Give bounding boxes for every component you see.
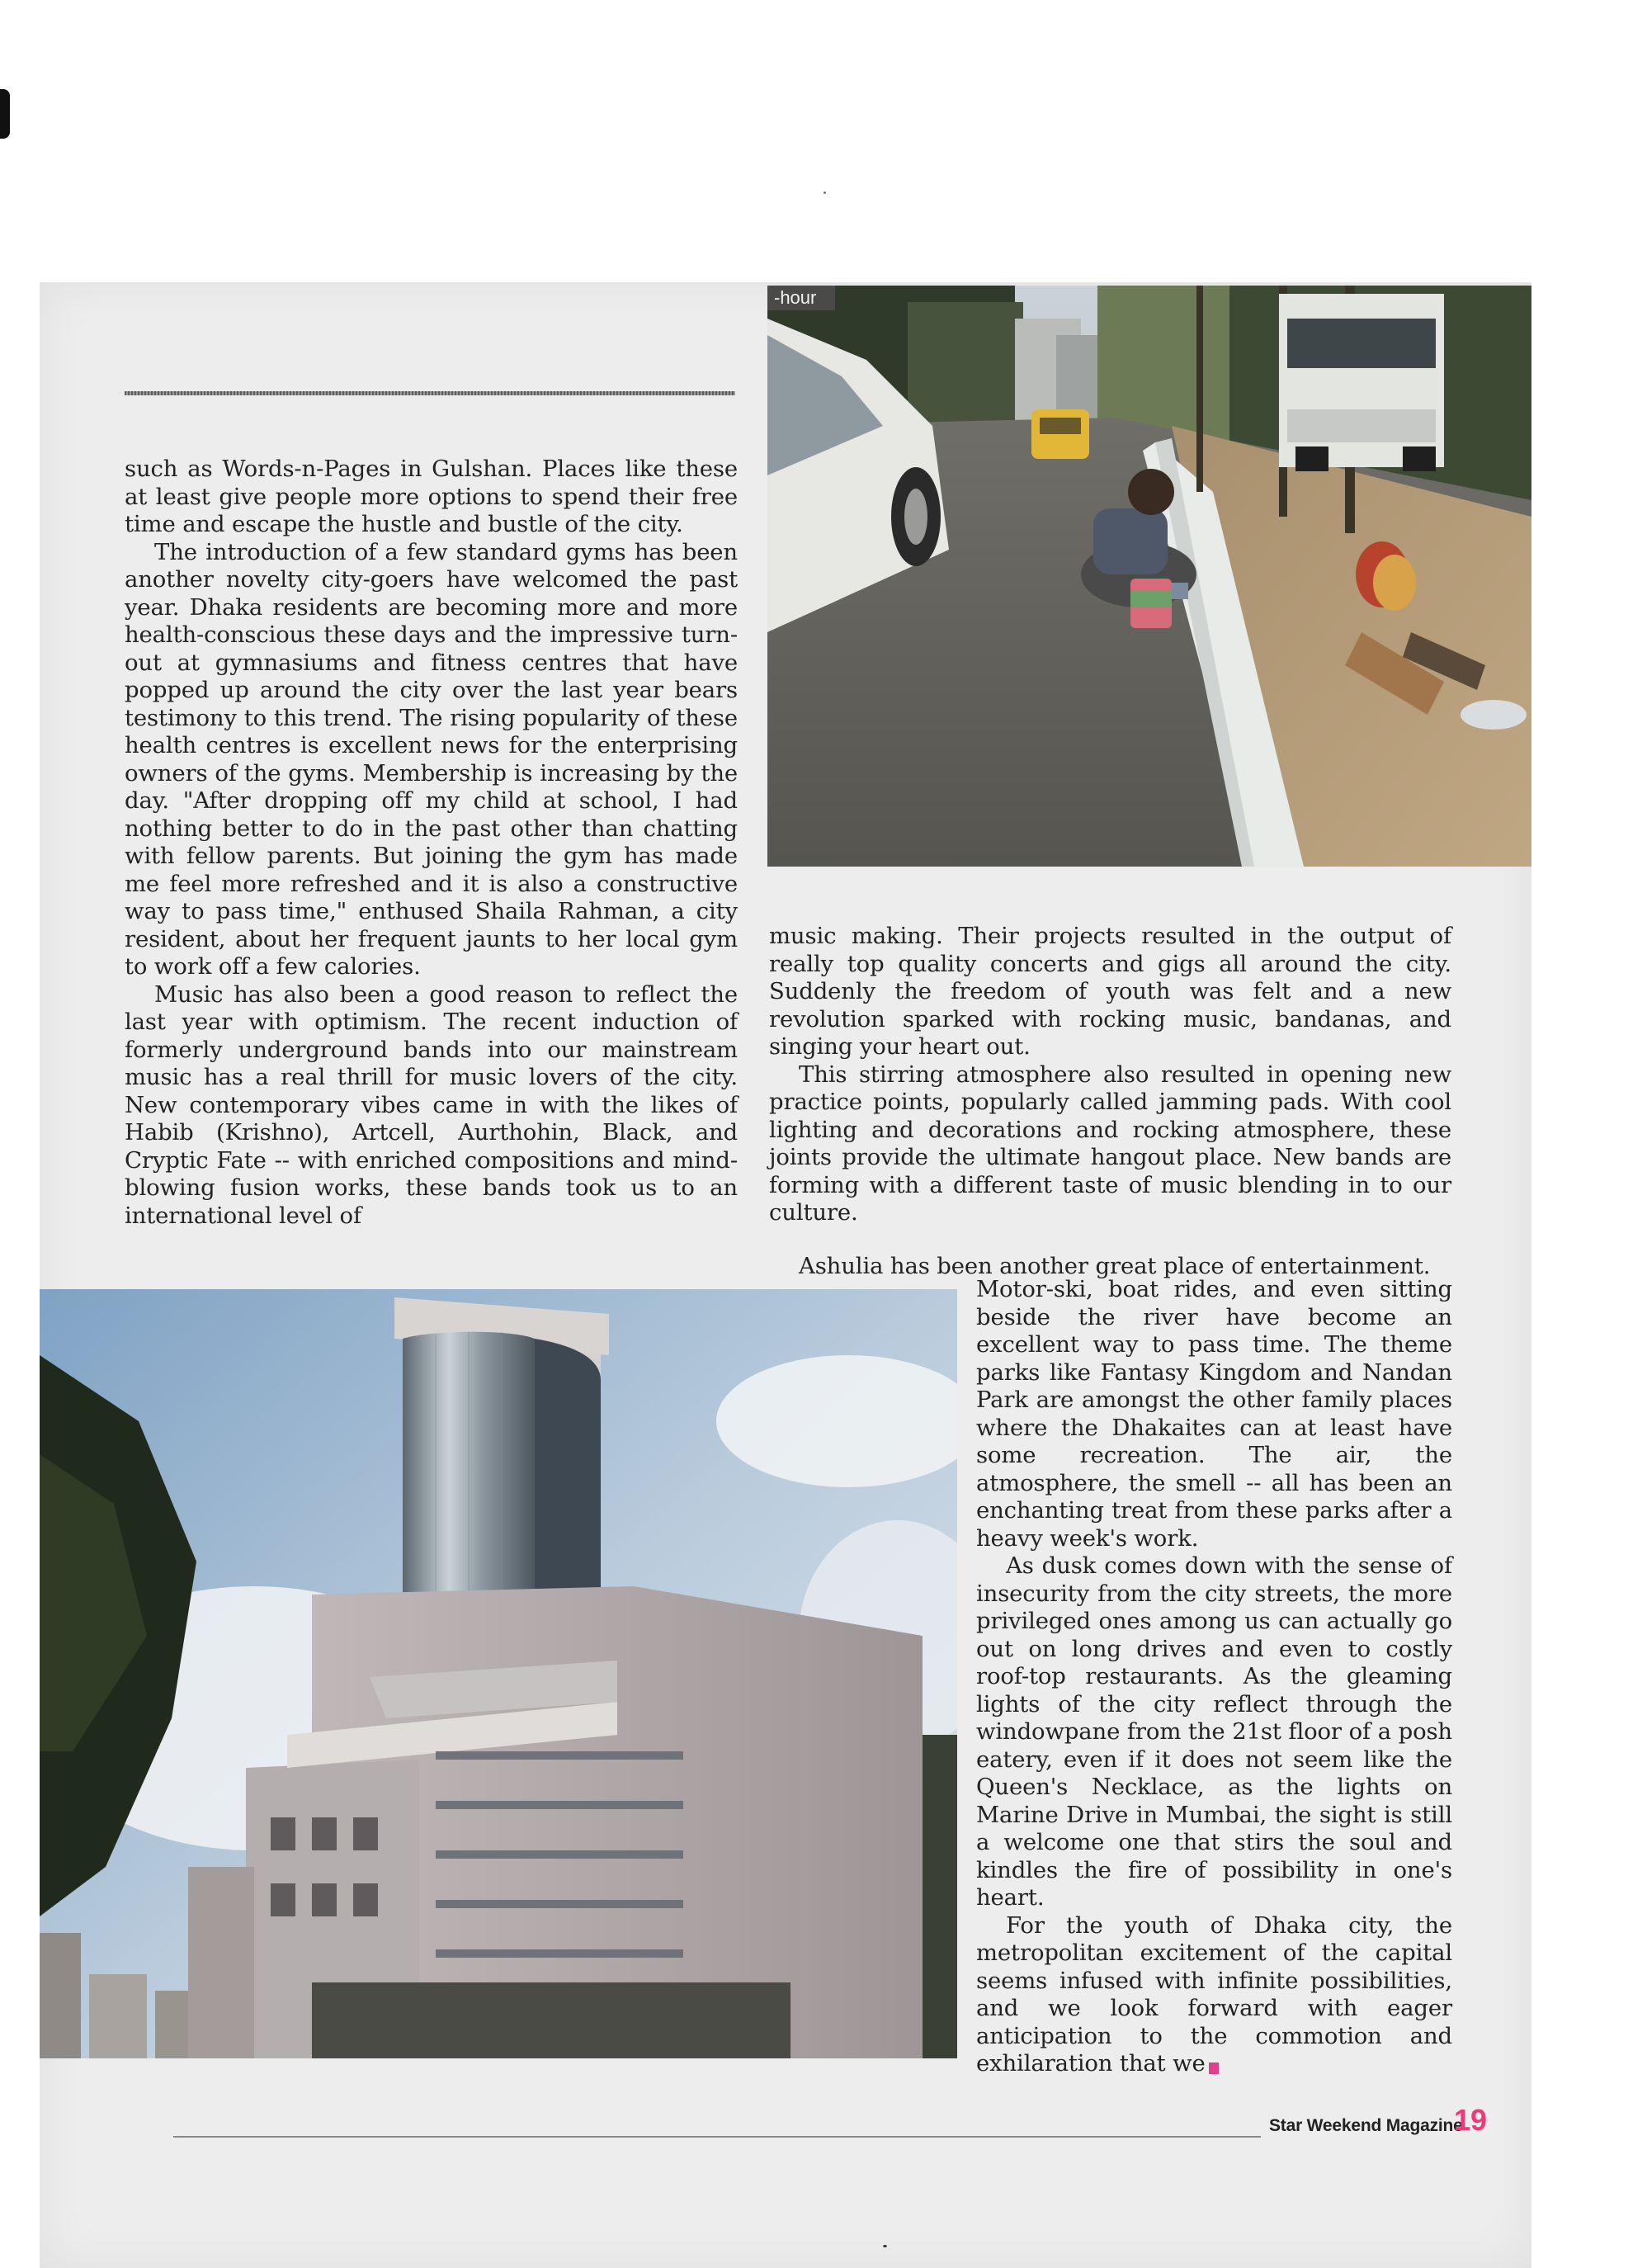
article-left-column [125,456,738,1230]
paragraph: music making. Their projects resulted in the output of really top quality concerts and gigs all around the city. Suddenly the freedom of youth was felt and a new revolution sparked with rocking music, bandanas, and singing your heart out. [769,923,1451,1060]
paragraph: As dusk comes down with the sense of insecurity from the city streets, the more privileged ones among us can actually go out on long drives and even to costly roof-top restaurants. As the gleaming lights of the city reflect through the windowpane from the 21st floor of a posh eatery, even if it does not seem like the Queen's Necklace, as the lights on Marine Drive in Mumbai, the sight is still a welcome one that stirs the soul and kindles the fire of possibility in one's heart. [976,1552,1452,1911]
paragraph: For the youth of Dhaka city, the metropolitan excitement of the capital seems infused with infinite possibilities, and we look forward with eager anticipation to the commotion and exhilaration that we [976,1911,1452,2077]
sign-text: -hour [774,287,817,308]
column-divider-rule [125,391,735,395]
paragraph: Ashulia has been another great place of entertainment. [799,1253,1431,1279]
footer-rule [173,2136,1261,2138]
paragraph: Motor-ski, boat rides, and even sitting beside the river have become an excellent way to pass time. The theme parks like Fantasy Kingdom and Nandan Park are amongst the other family places where the Dhakaites can at least have some recreation. The air, the atmosphere, the smell -- all has been an enchanting treat from these parks after a heavy week's work. [976,1276,1452,1552]
page-number: 19 [1454,2103,1488,2137]
paragraph: such as Words-n-Pages in Gulshan. Places like these at least give people more options to spend their free time and escape the hustle and bustle of the city. [125,456,738,537]
street-photo [767,286,1531,867]
end-of-article-mark [1209,2062,1219,2074]
article-narrow-column [976,1276,1452,2078]
paragraph: The introduction of a few standard gyms has been another novelty city-goers have welcomed the past year. Dhaka residents are becoming more and more health-conscious these days and the impressive turn-out at gymnasiums and fitness centres that have popped up around the city over the last year bears testimony to this trend. The rising popularity of these health centres is excellent news for the enterprising owners of the gyms. Membership is increasing by the day. "After dropping off my child at school, I had nothing better to do in the past other than chatting with fellow parents. But joining the gym has made me feel more refreshed and it is also a constructive way to pass time," enthused Shaila Rahman, a city resident, about her frequent jaunts to her local gym to work off a few calories. [125,538,738,980]
magazine-name: Star Weekend Magazine [1269,2116,1463,2135]
paragraph: This stirring atmosphere also resulted in opening new practice points, popularly called jamming pads. With cool lighting and decorations and rocking atmosphere, these joints provide the ultimate hangout place. New bands are forming with a different taste of music blending in to our culture. [769,1061,1451,1226]
building-photo [40,1289,957,2058]
paragraph: Music has also been a good reason to reflect the last year with optimism. The recent induction of formerly underground bands into our mainstream music has a real thrill for music lovers of the city. New contemporary vibes came in with the likes of Habib (Krishno), Artcell, Aurthohin, Black, and Cryptic Fate -- with enriched compositions and mind-blowing fusion works, these bands took us to an international level of [125,980,738,1229]
article-right-column [769,923,1451,1227]
